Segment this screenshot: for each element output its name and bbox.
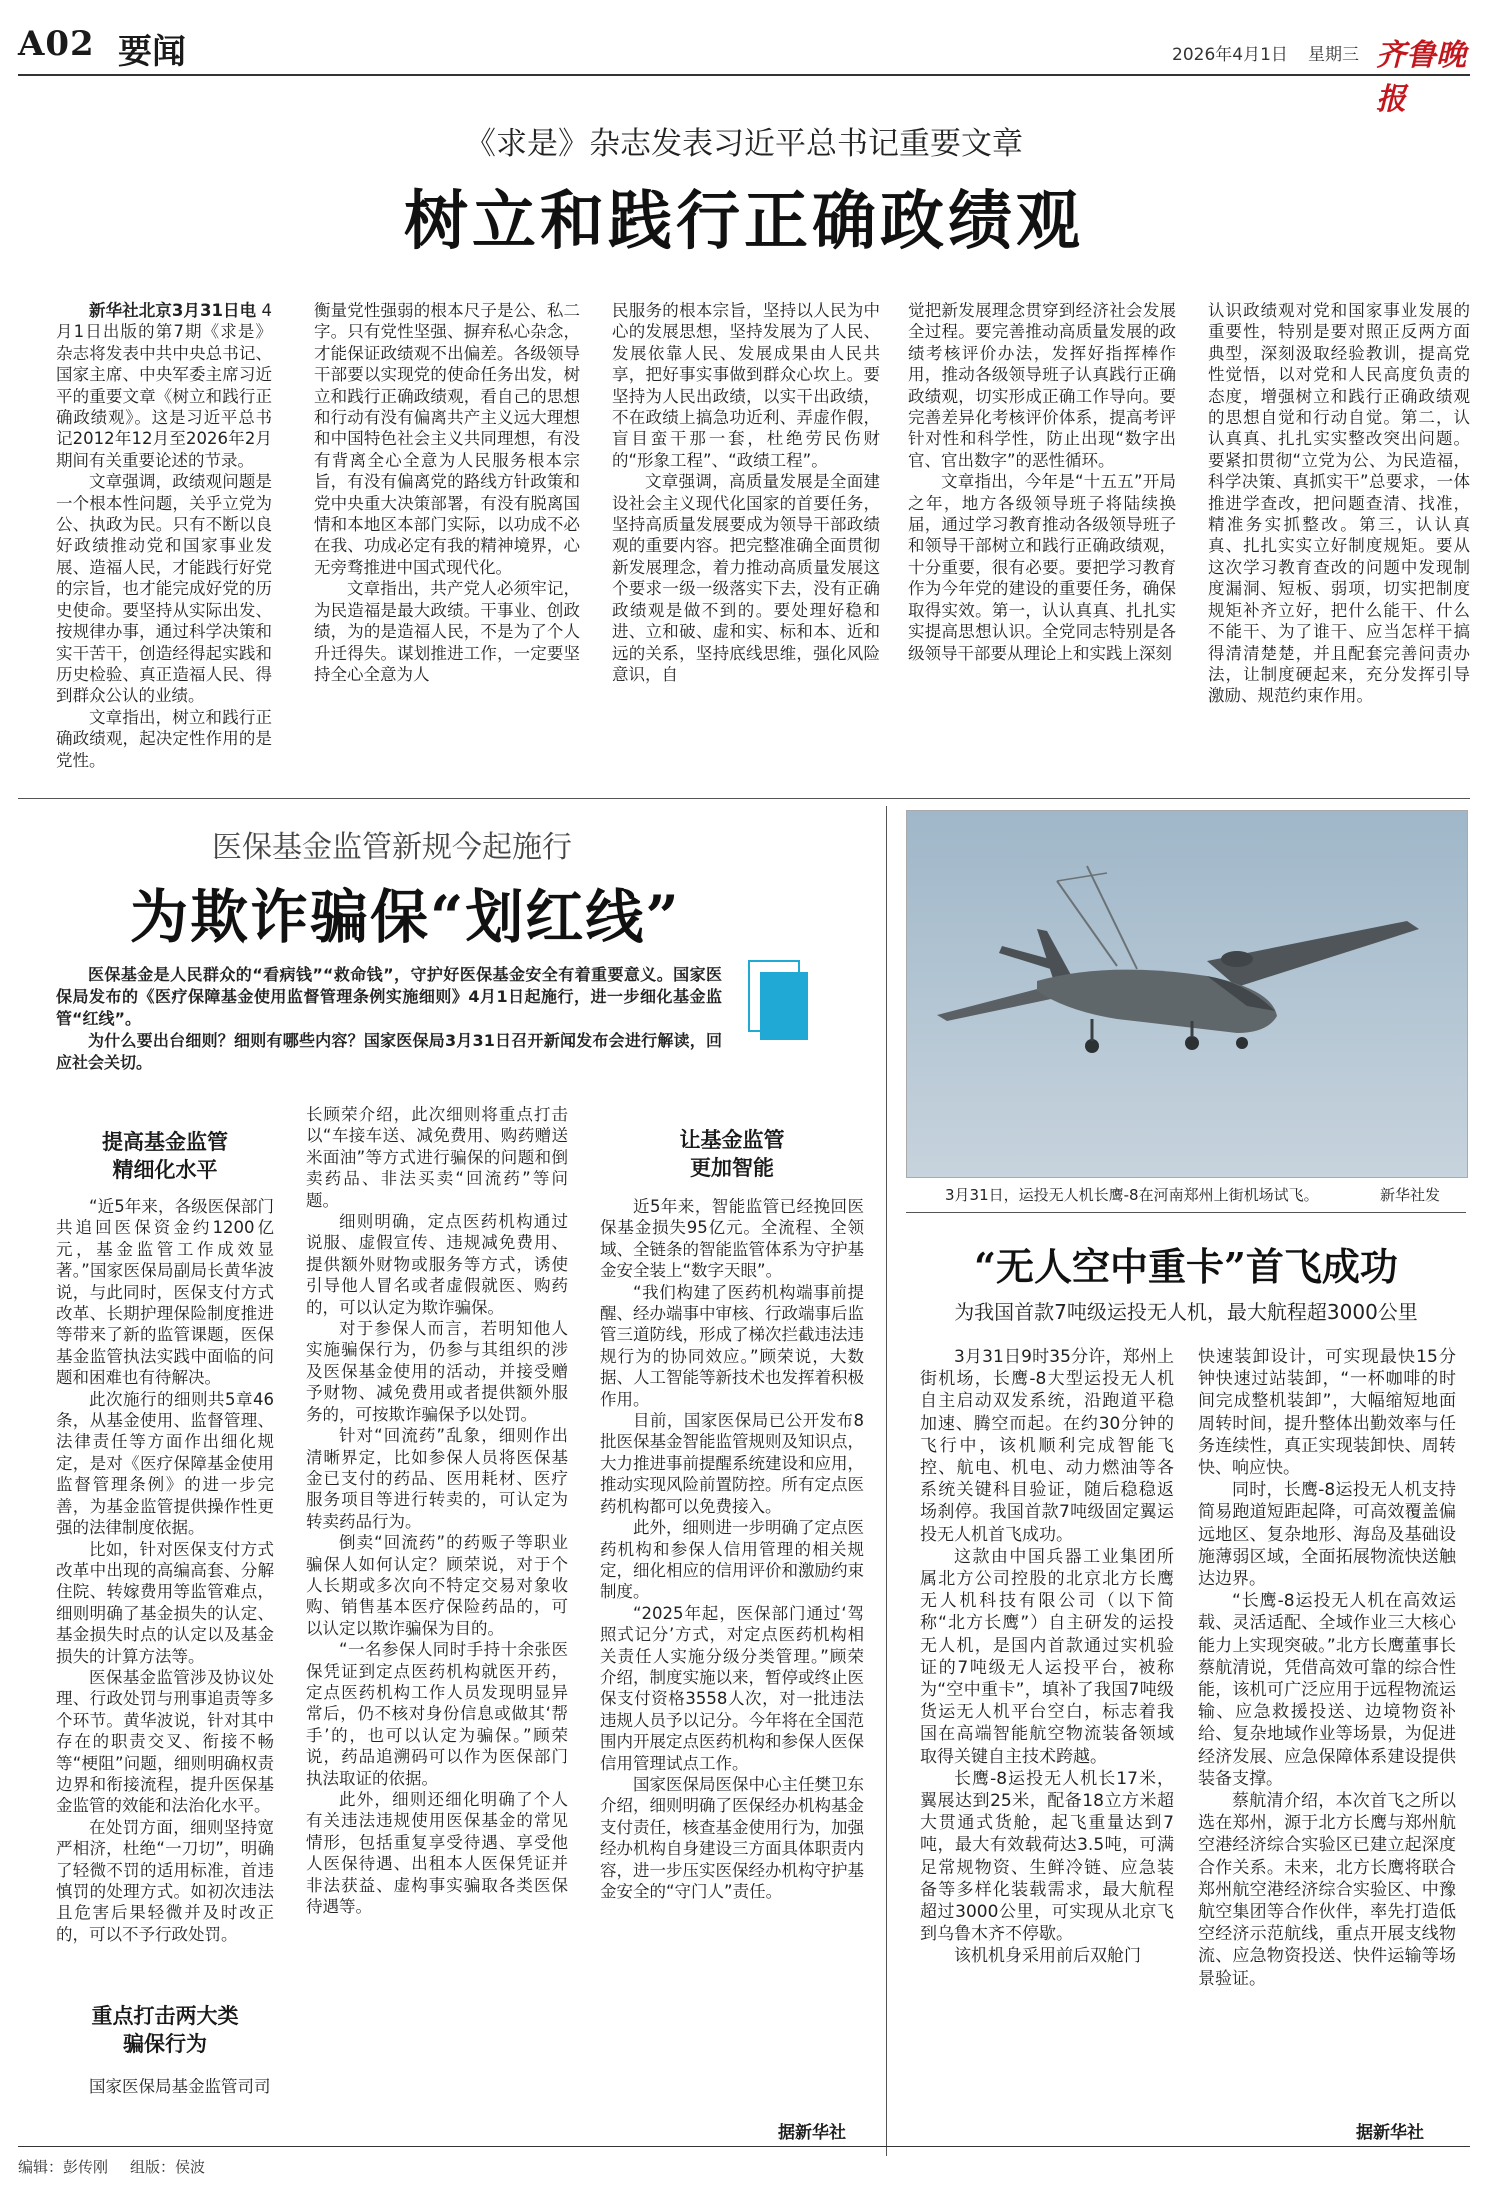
paragraph: 该机机身采用前后双舱门 xyxy=(954,1946,1141,1967)
section-divider xyxy=(18,798,1470,799)
paragraph: 蔡航清介绍，本次首飞之所以选在郑州，源于北方长鹰与郑州航空港经济综合实验区已建立起深度合作关系。未来，北方长鹰将联合郑州航空港经济综合实验区、中豫航空集团等合作伙伴，率先打造低空经济示范航线，重点开展支线物流、应急物资投送、快件运输等场景验证。 xyxy=(1198,1791,1456,1989)
footer-rule xyxy=(18,2146,1470,2147)
paragraph: 近5年来，智能监管已经挽回医保基金损失95亿元。全流程、全领域、全链条的智能监管体系为守护基金安全装上“数字天眼”。 xyxy=(600,1197,864,1281)
paragraph: 国家医保局基金监管司司 xyxy=(89,2077,271,2096)
article1-dateline: 新华社北京3月31日电 xyxy=(89,301,257,320)
paragraph: 国家医保局医保中心主任樊卫东介绍，细则明确了医保经办机构基金支付责任，核查基金使用行为，加强经办机构自身建设三方面具体职责内容，进一步压实医保经办机构守护基金安全的“守门人”责任。 xyxy=(600,1774,864,1901)
paragraph: 觉把新发展理念贯穿到经济社会发展全过程。要完善推动高质量发展的政绩考核评价办法，发挥好指挥棒作用，推动各级领导班子认真践行正确政绩观，切实形成正确工作导向。要完善差异化考核评价体系，提高考评针对性和科学性，防止出现“数字出官、官出数字”的恶性循环。 xyxy=(908,301,1176,470)
article1-kicker: 《求是》杂志发表习近平总书记重要文章 xyxy=(465,126,1023,162)
article1-column-3 xyxy=(612,300,880,685)
paragraph: 医保基金监管涉及协议处理、行政处罚与刑事追责等多个环节。黄华波说，针对其中存在的职责交叉、衔接不畅等“梗阻”问题，细则明确权责边界和衔接流程，提升医保基金监管的效能和法治化水平。 xyxy=(56,1667,274,1816)
paragraph: 文章指出，今年是“十五五”开局之年，地方各级领导班子将陆续换届，通过学习教育推动各级领导班子和领导干部树立和践行正确政绩观，十分重要，很有必要。要把学习教育作为今年党的建设的重要任务，确保取得实效。第一，认认真真、扎扎实实提高思想认识。全党同志特别是各级领导干部要从理论上和实践上深刻 xyxy=(908,472,1176,663)
article2-column-1-tail xyxy=(56,2076,274,2097)
paragraph: 3月31日9时35分许，郑州上街机场，长鹰-8大型运投无人机自主启动双发系统，沿跑道平稳加速、腾空而起。在约30分钟的飞行中，该机顺利完成智能飞控、航电、机电、动力燃油等各系统关键科目验证，随后稳稳返场刹停。我国首款7吨级固定翼运投无人机首飞成功。 xyxy=(920,1347,1174,1545)
paragraph: “一名参保人同时手持十余张医保凭证到定点医药机构就医开药，定点医药机构工作人员发现明显异常后，仍不核对身份信息或做其‘帮手’的，也可以认定为骗保。”顾荣说，药品追溯码可以作为医保部门执法取证的依据。 xyxy=(306,1640,568,1788)
paragraph: 文章强调，高质量发展是全面建设社会主义现代化国家的首要任务，坚持高质量发展要成为领导干部政绩观的重要内容。把完整准确全面贯彻新发展理念，着力推动高质量发展这个要求一级一级落实下去，没有正确政绩观是做不到的。要处理好稳和进、立和破、虚和实、标和本、近和远的关系，坚持底线思维，强化风险意识，自 xyxy=(612,472,880,684)
article2-column-2 xyxy=(306,1104,568,1917)
article2-headline: 为欺诈骗保“划红线” xyxy=(130,883,681,951)
photo-caption: 3月31日，运投无人机长鹰-8在河南郑州上街机场试飞。 xyxy=(945,1186,1319,1204)
paragraph: 长顾荣介绍，此次细则将重点打击以“车接车送、减免费用、购药赠送米面油”等方式进行骗保的问题和倒卖药品、非法买卖“回流药”等问题。 xyxy=(306,1105,568,1210)
article2-column-1 xyxy=(56,1196,274,1945)
article3-headline: “无人空中重卡”首飞成功 xyxy=(974,1244,1398,1289)
article1-column-2 xyxy=(314,300,580,685)
paragraph: “2025年起，医保部门通过‘驾照式记分’方式，对定点医药机构相关责任人实施分级分类管理。”顾荣介绍，制度实施以来，暂停或终止医保支付资格3558人次，对一批违法违规人员予以记分。今年将在全国范围内开展定点医药机构和参保人医保信用管理试点工作。 xyxy=(600,1603,864,1773)
paragraph: 这款由中国兵器工业集团所属北方公司控股的北京北方长鹰无人机科技有限公司（以下简称“北方长鹰”）自主研发的运投无人机，是国内首款通过实机验证的7吨级无人运投平台，被称为“空中重卡”，填补了我国7吨级货运无人机平台空白，标志着我国在高端智能航空物流装备领域取得关键自主技术跨越。 xyxy=(920,1546,1174,1767)
subhead-smart: 让基金监管 更加智能 xyxy=(679,1127,785,1180)
article1-column-5 xyxy=(1208,300,1470,707)
paragraph: 民服务的根本宗旨，坚持以人民为中心的发展思想，坚持发展为了人民、发展依靠人民、发展成果由人民共享，把好事实事做到群众心坎上。要坚持为人民出政绩，以实干出政绩，不在政绩上搞急功近利、弄虚作假，盲目蛮干那一套，杜绝劳民伤财的“形象工程”、“政绩工程”。 xyxy=(612,301,880,470)
paragraph: 此次施行的细则共5章46条，从基金使用、监督管理、法律责任等方面作出细化规定，是对《医疗保障基金使用监督管理条例》的进一步完善，为基金监管提供操作性更强的法律制度依据。 xyxy=(56,1389,274,1538)
article2-credit: 据新华社 xyxy=(778,2123,846,2143)
article1-column-1 xyxy=(56,300,272,771)
paragraph: 为什么要出台细则？细则有哪些内容？国家医保局3月31日召开新闻发布会进行解读，回应社会关切。 xyxy=(56,1031,722,1072)
paragraph: 长鹰-8运投无人机长17米，翼展达到25米，配备18立方米超大贯通式货舱，起飞重量达到7吨，最大有效载荷达3.5吨，可满足常规物资、生鲜冷链、应急装备等多样化装载需求，最大航程超过3000公里，可实现从北京飞到乌鲁木齐不停歇。 xyxy=(920,1768,1174,1945)
header-rule xyxy=(18,74,1470,76)
paragraph: 衡量党性强弱的根本尺子是公、私二字。只有党性坚强、摒弃私心杂念，才能保证政绩观不出偏差。各级领导干部要以实现党的使命任务出发，树立和践行正确政绩观，看自己的思想和行动有没有偏离共产主义远大理想和中国特色社会主义共同理想，有没有背离全心全意为人民服务根本宗旨，有没有偏离党的路线方针政策和党中央重大决策部署，有没有脱离国情和本地区本部门实际，以功成不必在我、功成必定有我的精神境界，心无旁骛推进中国式现代化。 xyxy=(314,301,580,577)
article3-column-1 xyxy=(920,1346,1174,1968)
paragraph: “我们构建了医药机构端事前提醒、经办端事中审核、行政端事后监管三道防线，形成了梯次拦截违法违规行为的协同效应。”顾荣说，大数据、人工智能等新技术也发挥着积极作用。 xyxy=(600,1282,864,1409)
newspaper-logo: 齐鲁晚报 xyxy=(1376,38,1466,117)
paragraph: “长鹰-8运投无人机在高效运载、灵活适配、全域作业三大核心能力上实现突破。”北方长鹰董事长蔡航清说，凭借高效可靠的综合性能，该机可广泛应用于远程物流运输、应急救援投送、边境物资补给、复杂地域作业等场景，为促进经济发展、应急保障体系建设提供装备支撑。 xyxy=(1198,1591,1456,1789)
article2-kicker: 医保基金监管新规今起施行 xyxy=(212,830,572,865)
paragraph: 对于参保人而言，若明知他人实施骗保行为，仍参与其组织的涉及医保基金使用的活动，并接受赠予财物、减免费用或者提供额外服务的，可按欺诈骗保予以处罚。 xyxy=(306,1319,568,1424)
subhead-precision: 提高基金监管 精细化水平 xyxy=(102,1129,228,1182)
paragraph: 在处罚方面，细则坚持宽严相济，杜绝“一刀切”，明确了轻微不罚的适用标准，首违慎罚的处理方式。如初次违法且危害后果轻微并及时改正的，可以不予行政处罚。 xyxy=(56,1817,274,1944)
paragraph: 此外，细则还细化明确了个人有关违法违规使用医保基金的常见情形，包括重复享受待遇、享受他人医保待遇、出租本人医保凭证并非法获益、虚构事实骗取各类医保待遇等。 xyxy=(306,1790,568,1917)
article3-column-2 xyxy=(1198,1346,1456,1990)
article1-headline: 树立和践行正确政绩观 xyxy=(404,184,1084,259)
paragraph: 4月1日出版的第7期《求是》杂志将发表中共中央总书记、国家主席、中央军委主席习近平的重要文章《树立和践行正确政绩观》。这是习近平总书记2012年12月至2026年2月期间有关重要论述的节录。 xyxy=(56,301,272,470)
paragraph: 细则明确，定点医药机构通过说服、虚假宣传、违规减免费用、提供额外财物或服务等方式，诱使引导他人冒名或者虚假就医、购药的，可以认定为欺诈骗保。 xyxy=(306,1212,568,1317)
paragraph: 快速装卸设计，可实现最快15分钟快速过站装卸，“一杯咖啡的时间完成整机装卸”，大幅缩短地面周转时间，提升整体出勤效率与任务连续性，真正实现装卸快、周转快、响应快。 xyxy=(1198,1347,1456,1479)
article3-subhead: 为我国首款7吨级运投无人机，最大航程超3000公里 xyxy=(954,1300,1418,1324)
paragraph: 医保基金是人民群众的“看病钱”“救命钱”，守护好医保基金安全有着重要意义。国家医保局发布的《医疗保障基金使用监督管理条例实施细则》4月1日起施行，进一步细化基金监管“红线”。 xyxy=(56,965,722,1028)
article2-column-3 xyxy=(600,1196,864,1902)
article2-lead xyxy=(56,964,722,1074)
paragraph: 此外，细则进一步明确了定点医药机构和参保人信用管理的相关规定，细化相应的信用评价和激励约束制度。 xyxy=(600,1518,864,1602)
article1-column-4 xyxy=(908,300,1176,664)
paragraph: 文章强调，政绩观问题是一个根本性问题，关乎立党为公、执政为民。只有不断以良好政绩推动党和国家事业发展、造福人民，才能践行好党的宗旨，也才能完成好党的历史使命。要坚持从实际出发、按规律办事，通过科学决策和实干苦干，创造经得起实践和历史检验、真正造福人民、得到群众公认的业绩。 xyxy=(56,472,272,706)
footer-editor: 编辑：彭传刚 xyxy=(18,2158,109,2176)
drone-photo xyxy=(906,810,1468,1178)
subhead-crackdown: 重点打击两大类 骗保行为 xyxy=(91,2003,239,2056)
article3-credit: 据新华社 xyxy=(1356,2123,1424,2143)
page-number: A02 xyxy=(18,24,95,64)
paragraph: 目前，国家医保局已公开发布8批医保基金智能监管规则及知识点，大力推进事前提醒系统建设和应用，推动实现风险前置防控。所有定点医药机构都可以免费接入。 xyxy=(600,1411,864,1516)
decorative-block xyxy=(748,960,800,1032)
paragraph: “近5年来，各级医保部门共追回医保资金约1200亿元，基金监管工作成效显著。”国家医保局副局长黄华波说，与此同时，医保支付方式改革、长期护理保险制度推进等带来了新的监管课题，医保基金监管执法实践中面临的问题和困难也有待解决。 xyxy=(56,1197,274,1388)
paragraph: 倒卖“回流药”的药贩子等职业骗保人如何认定？顾荣说，对于个人长期或多次向不特定交易对象收购、销售基本医疗保险药品的，可以认定以欺诈骗保为目的。 xyxy=(306,1533,568,1638)
paragraph: 文章指出，共产党人必须牢记，为民造福是最大政绩。干事业、创政绩，为的是造福人民，不是为了个人升迁得失。谋划推进工作，一定要坚持全心全意为人 xyxy=(314,579,580,684)
issue-weekday: 星期三 xyxy=(1308,45,1359,65)
paragraph: 同时，长鹰-8运投无人机支持简易跑道短距起降，可高效覆盖偏远地区、复杂地形、海岛及基础设施薄弱区域，全面拓展物流快送触达边界。 xyxy=(1198,1480,1456,1590)
photo-divider xyxy=(906,1212,1466,1213)
paragraph: 针对“回流药”乱象，细则作出清晰界定，比如参保人员将医保基金已支付的药品、医用耗材、医疗服务项目等进行转卖的，可认定为转卖药品行为。 xyxy=(306,1426,568,1531)
photo-credit: 新华社发 xyxy=(1380,1186,1441,1204)
paragraph: 文章指出，树立和践行正确政绩观，起决定性作用的是党性。 xyxy=(56,707,272,770)
section-name: 要闻 xyxy=(118,32,186,72)
drone-photo-image xyxy=(907,811,1467,1177)
paragraph: 认识政绩观对党和国家事业发展的重要性，特别是要对照正反两方面典型，深刻汲取经验教训，提高党性觉悟，以对党和人民高度负责的态度，增强树立和践行正确政绩观的思想自觉和行动自觉。第二，认认真真、扎扎实实整改突出问题。要紧扣贯彻“立党为公、为民造福，科学决策、真抓实干”总要求，一体推进学查改，把问题查清、找准，精准务实抓整改。第三，认认真真、扎扎实实立好制度规矩。要从这次学习教育查改的问题中发现制度漏洞、短板、弱项，切实把制度规矩补齐立好，把什么能干、什么不能干、为了谁干、应当怎样干搞得清清楚楚，并且配套完善问责办法，让制度硬起来，充分发挥引导激励、规范约束作用。 xyxy=(1208,301,1470,706)
issue-date: 2026年4月1日 xyxy=(1172,45,1288,65)
paragraph: 比如，针对医保支付方式改革中出现的高编高套、分解住院、转嫁费用等监管难点，细则明确了基金损失的认定、基金损失时点的认定以及基金损失的计算方法等。 xyxy=(56,1539,274,1666)
column-rule xyxy=(886,806,887,2156)
footer-layout: 组版：侯波 xyxy=(130,2158,206,2176)
